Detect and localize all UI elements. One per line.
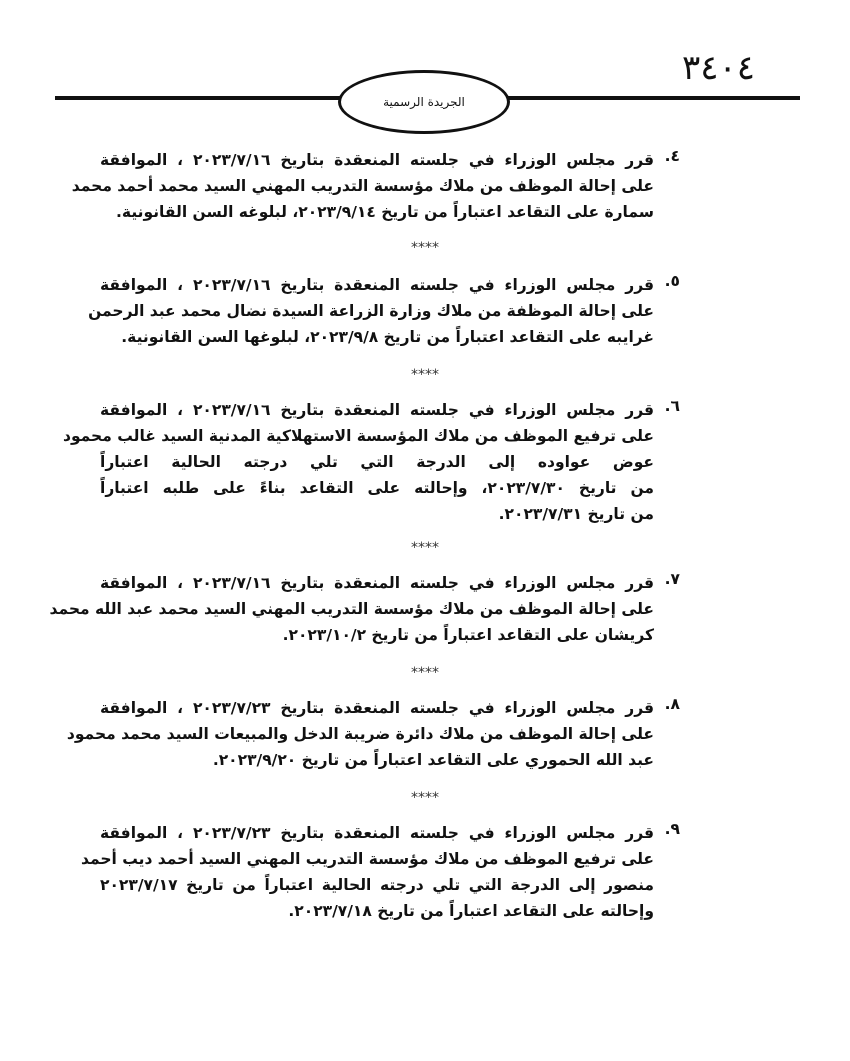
decision-text-line: عبد الله الحموري على التقاعد اعتباراً من تاريخ ٢٠٢٣/٩/٢٠.	[212, 751, 654, 769]
separator-stars: ****	[411, 790, 439, 806]
decision-text-line: من تاريخ ٢٠٢٣/٧/٣١.	[498, 505, 654, 523]
decision-item	[49, 570, 680, 648]
decision-text-line: على إحالة الموظفة من ملاك وزارة الزراعة السيدة نضال محمد عبد الرحمن	[88, 302, 654, 320]
decision-text-line: على ترفيع الموظف من ملاك المؤسسة الاستهلاكية المدنية السيد غالب محمود	[62, 427, 654, 445]
decision-number: ٨.	[664, 695, 680, 713]
decision-text-line: من تاريخ ٢٠٢٣/٧/٣٠، وإحالته على التقاعد بناءً على طلبه اعتباراً	[100, 479, 654, 497]
gazette-title: الجريدة الرسمية	[383, 95, 465, 109]
decision-number: ٩.	[664, 820, 680, 838]
decision-number: ٦.	[664, 397, 680, 415]
decision-number: ٥.	[664, 272, 680, 290]
decision-item	[81, 820, 680, 924]
decision-text-line: سمارة على التقاعد اعتباراً من تاريخ ٢٠٢٣/٩/١٤، لبلوغه السن القانونية.	[116, 203, 654, 221]
decision-text-line: على إحالة الموظف من ملاك مؤسسة التدريب المهني السيد محمد عبد الله محمد	[49, 600, 654, 618]
gazette-title-oval	[338, 70, 510, 134]
decision-text-line: عوض عواوده إلى الدرجة التي تلي درجته الحالية اعتباراً	[100, 453, 654, 471]
decision-item	[66, 695, 680, 773]
separator-stars: ****	[411, 240, 439, 256]
decision-number: ٧.	[664, 570, 680, 588]
decision-item	[62, 397, 680, 527]
decision-text-line: غرايبه على التقاعد اعتباراً من تاريخ ٢٠٢٣/٩/٨، لبلوغها السن القانونية.	[121, 328, 654, 346]
decision-item	[88, 272, 680, 350]
decision-text-line: قرر مجلس الوزراء في جلسته المنعقدة بتاريخ ٢٠٢٣/٧/١٦ ، الموافقة	[100, 151, 654, 169]
decision-text-line: قرر مجلس الوزراء في جلسته المنعقدة بتاريخ ٢٠٢٣/٧/١٦ ، الموافقة	[100, 574, 654, 592]
decision-text-line: منصور إلى الدرجة التي تلي درجته الحالية اعتباراً من تاريخ ٢٠٢٣/٧/١٧	[100, 876, 654, 894]
decision-text-line: على إحالة الموظف من ملاك دائرة ضريبة الدخل والمبيعات السيد محمد محمود	[66, 725, 654, 743]
page-number: ٣٤٠٤	[681, 48, 755, 88]
separator-stars: ****	[411, 540, 439, 556]
decision-text-line: قرر مجلس الوزراء في جلسته المنعقدة بتاريخ ٢٠٢٣/٧/٢٣ ، الموافقة	[100, 699, 654, 717]
decision-text-line: وإحالته على التقاعد اعتباراً من تاريخ ٢٠٢٣/٧/١٨.	[288, 902, 654, 920]
decision-item	[71, 147, 680, 225]
decision-text-line: كريشان على التقاعد اعتباراً من تاريخ ٢٠٢٣/١٠/٢.	[282, 626, 654, 644]
decision-text-line: على ترفيع الموظف من ملاك مؤسسة التدريب المهني السيد أحمد ديب أحمد	[81, 850, 654, 868]
decision-text-line: على إحالة الموظف من ملاك مؤسسة التدريب المهني السيد محمد أحمد محمد	[71, 177, 654, 195]
decision-text-line: قرر مجلس الوزراء في جلسته المنعقدة بتاريخ ٢٠٢٣/٧/٢٣ ، الموافقة	[100, 824, 654, 842]
separator-stars: ****	[411, 367, 439, 383]
decision-number: ٤.	[664, 147, 680, 165]
decision-text-line: قرر مجلس الوزراء في جلسته المنعقدة بتاريخ ٢٠٢٣/٧/١٦ ، الموافقة	[100, 401, 654, 419]
decision-text-line: قرر مجلس الوزراء في جلسته المنعقدة بتاريخ ٢٠٢٣/٧/١٦ ، الموافقة	[100, 276, 654, 294]
separator-stars: ****	[411, 665, 439, 681]
